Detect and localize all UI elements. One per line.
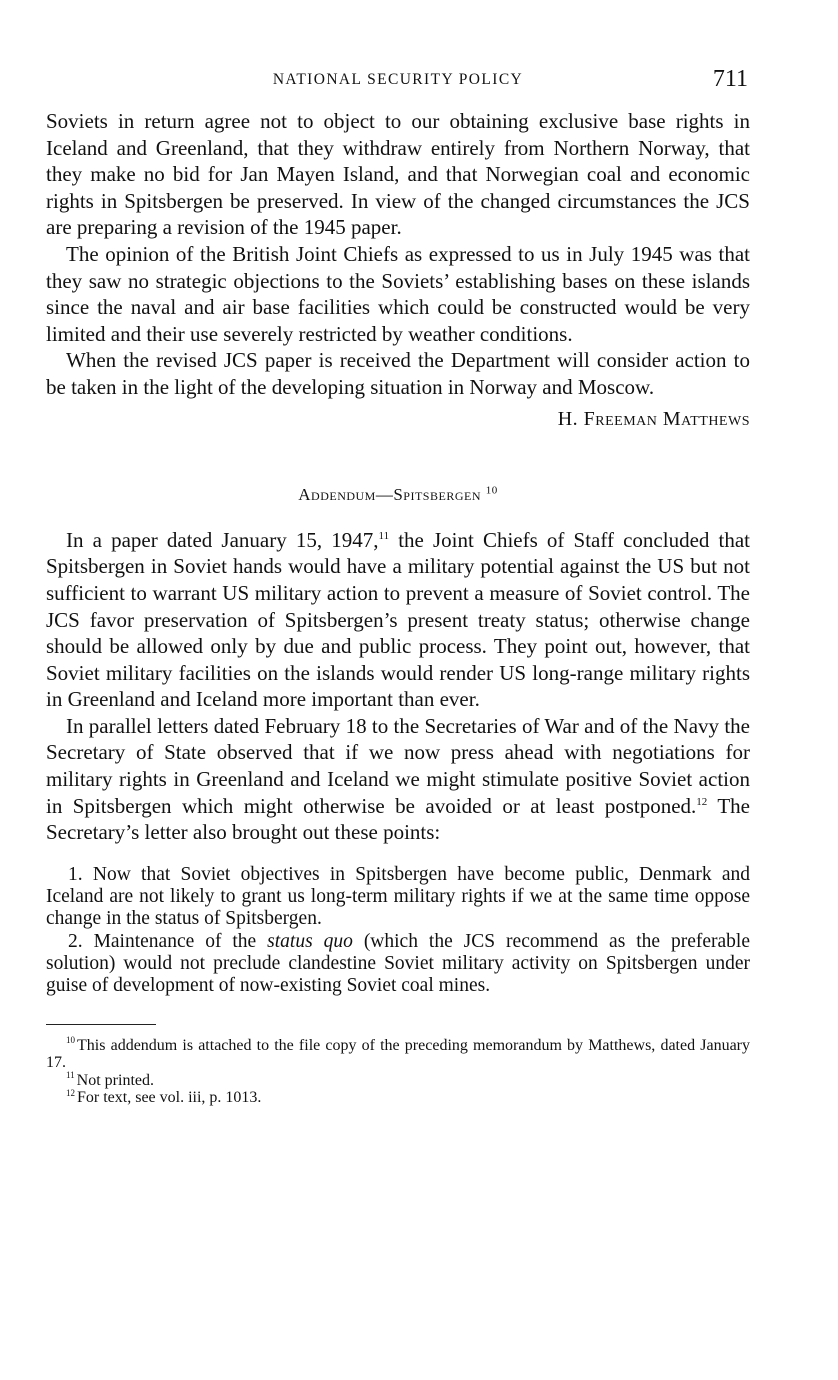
paragraph: The opinion of the British Joint Chiefs as expressed to us in July 1945 was that they saw no strategic objections to the Soviets’ establishing bases on these islands since the naval and air base facilities which could be constructed would be very limited and their use severely restricted by weather conditions.: [46, 241, 750, 346]
footnote-ref[interactable]: 11: [378, 529, 390, 542]
footnote-text: For text, see vol. iii, p. 1013.: [77, 1089, 262, 1107]
list-item: 1. Now that Soviet objectives in Spitsbergen have become public, Denmark and Iceland are not likely to grant us long-term military rights if we at the same time oppose change in the status of Spitsbergen.: [46, 863, 750, 930]
running-head: [46, 66, 750, 96]
paragraph-text: the Joint Chiefs of Staff concluded that Spitsbergen in Soviet hands would have a military potential against the US but not sufficient to warrant US military action to prevent a measure of Soviet control. The JCS favor preservation of Spitsbergen’s present treaty status; otherwise change should be allowed only by due and public process. They point out, however, that Soviet military facilities on the islands would render US long-range military rights in Greenland and Iceland more important than ever.: [46, 527, 750, 712]
footnote-number: 10: [66, 1035, 75, 1046]
running-title: NATIONAL SECURITY POLICY: [272, 71, 524, 88]
paragraph: When the revised JCS paper is received the Department will consider action to be taken in the light of the developing situation in Norway and Moscow.: [46, 348, 750, 399]
footnote: [46, 1089, 750, 1107]
body-text: [46, 108, 750, 1107]
page-number: 711: [712, 66, 748, 92]
list-item-text: (which the JCS recommend as the preferable solution) would not preclude clandestine Soviet military activity on Spitsbergen under guise of development of now-existing Soviet coal mines.: [46, 930, 751, 997]
footnote: [46, 1037, 750, 1072]
paragraph: [46, 527, 750, 713]
footnotes: [46, 1037, 750, 1107]
footnote-number: 11: [66, 1070, 75, 1081]
numbered-list: [46, 864, 750, 998]
paragraph-text: In parallel letters dated February 18 to the Secretaries of War and of the Navy the Secretary of State observed that if we now press ahead with negotiations for military rights in Greenland and Iceland we might stimulate positive Soviet action in Spitsbergen which might otherwise be avoided or at least postponed.: [46, 713, 750, 818]
document-page: [46, 0, 750, 1380]
footnote-text: Not printed.: [76, 1071, 154, 1089]
paragraph: [46, 713, 750, 846]
paragraph-text: In a paper dated January 15, 1947,: [66, 527, 379, 552]
paragraph-text: The Secretary’s letter also brought out these points:: [46, 793, 750, 845]
footnote-ref[interactable]: 12: [696, 795, 708, 808]
footnote-number: 12: [66, 1087, 75, 1098]
paragraph: Soviets in return agree not to object to our obtaining exclusive base rights in Iceland and Greenland, that they withdraw entirely from Northern Norway, that they make no bid for Jan Mayen Island, and that Norwegian coal and economic rights in Spitsbergen be preserved. In view of the changed circumstances the JCS are preparing a revision of the 1945 paper.: [46, 109, 750, 240]
list-item-text: 2. Maintenance of the: [68, 930, 268, 952]
list-item: [46, 931, 750, 998]
section-heading-text: Addendum—Spitsbergen: [298, 485, 481, 505]
footnote-text: This addendum is attached to the file copy of the preceding memorandum by Matthews, dated January 17.: [46, 1036, 750, 1072]
footnote: [46, 1072, 750, 1090]
section-heading: [46, 482, 750, 509]
italic-phrase: status quo: [267, 930, 353, 952]
footnote-ref[interactable]: 10: [485, 484, 498, 497]
footnote-divider: [46, 1024, 156, 1025]
signature: H. Freeman Matthews: [557, 407, 750, 430]
